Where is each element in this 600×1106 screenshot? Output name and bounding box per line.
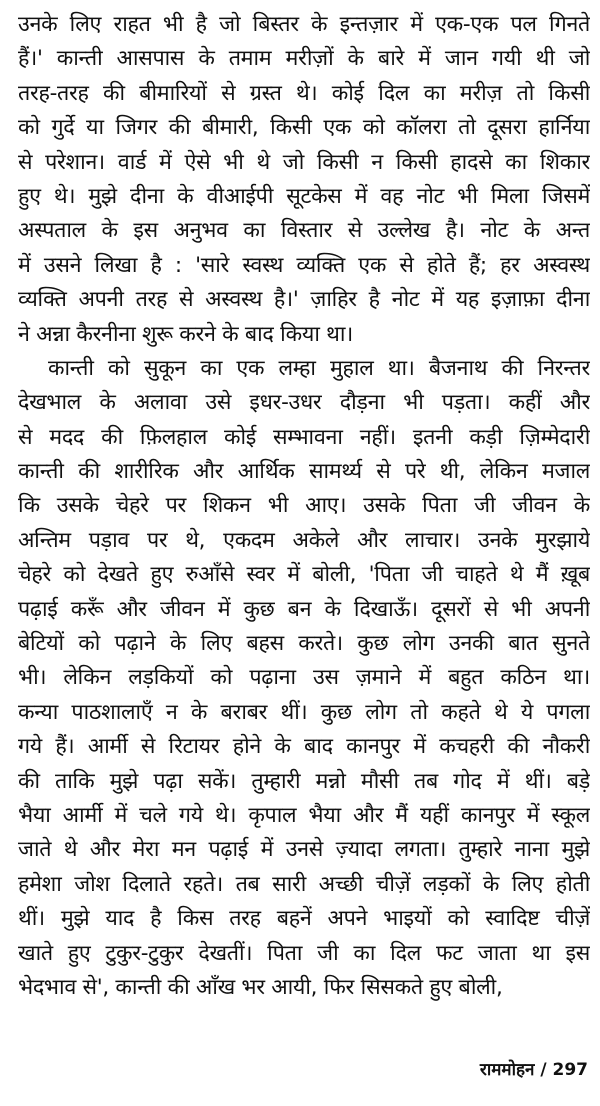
- text-line: भेदभाव से', कान्ती की आँख भर आयी, फिर सिसकते हुए बोली,: [18, 974, 503, 1000]
- text-line: से परेशान। वार्ड में ऐसे भी थे जो किसी न किसी हादसे का शिकार: [18, 149, 590, 175]
- paragraph: [18, 8, 590, 352]
- text-line: में उसने लिखा है : 'सारे स्वस्थ व्यक्ति एक से होते हैं; हर अस्वस्थ: [18, 252, 590, 278]
- text-line: थीं। मुझे याद है किस तरह बहनें अपने भाइयों को स्वादिष्ट चीज़ें: [18, 906, 590, 932]
- page-footer: राममोहन / 297: [479, 1060, 588, 1080]
- text-line: देखभाल के अलावा उसे इधर-उधर दौड़ना भी पड़ता। कहीं और: [18, 390, 590, 416]
- text-line: गये हैं। आर्मी से रिटायर होने के बाद कानपुर में कचहरी की नौकरी: [18, 734, 590, 760]
- page-body: [18, 8, 590, 1005]
- text-line: से मदद की फ़िलहाल कोई सम्भावना नहीं। इतनी कड़ी ज़िम्मेदारी: [18, 424, 590, 450]
- text-line: जाते थे और मेरा मन पढ़ाई में उनसे ज़्यादा लगता। तुम्हारे नाना मुझे: [18, 837, 590, 863]
- text-line: कन्या पाठशालाएँ न के बराबर थीं। कुछ लोग तो कहते थे ये पगला: [18, 699, 590, 725]
- text-line: कान्ती को सुकून का एक लम्हा मुहाल था। बैजनाथ की निरन्तर: [48, 355, 590, 381]
- text-line: पढ़ाई करूँ और जीवन में कुछ बन के दिखाऊँ। दूसरों से भी अपनी: [18, 596, 590, 622]
- text-line: ने अन्ना कैरनीना शुरू करने के बाद किया था।: [18, 321, 353, 347]
- text-line: हुए थे। मुझे दीना के वीआईपी सूटकेस में वह नोट भी मिला जिसमें: [18, 183, 590, 209]
- text-line: उनके लिए राहत भी है जो बिस्तर के इन्तज़ार में एक-एक पल गिनते: [18, 12, 590, 37]
- text-line: हैं।' कान्ती आसपास के तमाम मरीज़ों के बारे में जान गयी थी जो: [18, 46, 590, 72]
- text-line: खाते हुए टुकुर-टुकुर देखतीं। पिता जी का दिल फट जाता था इस: [18, 940, 590, 966]
- text-line: की ताकि मुझे पढ़ा सकें। तुम्हारी मन्नो मौसी तब गोद में थीं। बड़े: [18, 768, 590, 794]
- text-block: [18, 8, 590, 1005]
- text-line: तरह-तरह की बीमारियों से ग्रस्त थे। कोई दिल का मरीज़ तो किसी: [18, 80, 590, 106]
- text-line: कान्ती की शारीरिक और आर्थिक सामर्थ्य से परे थी, लेकिन मजाल: [18, 459, 590, 485]
- text-line: भी। लेकिन लड़कियों को पढ़ाना उस ज़माने में बहुत कठिन था।: [18, 665, 590, 691]
- paragraph: [18, 352, 590, 1005]
- text-line: चेहरे को देखते हुए रुआँसे स्वर में बोली, 'पिता जी चाहते थे मैं ख़ूब: [18, 562, 590, 588]
- text-line: बेटियों को पढ़ाने के लिए बहस करते। कुछ लोग उनकी बात सुनते: [18, 631, 590, 657]
- text-line: कि उसके चेहरे पर शिकन भी आए। उसके पिता जी जीवन के: [18, 493, 590, 519]
- text-line: भैया आर्मी में चले गये थे। कृपाल भैया और मैं यहीं कानपुर में स्कूल: [18, 802, 590, 828]
- text-line: व्यक्ति अपनी तरह से अस्वस्थ है।' ज़ाहिर है नोट में यह इज़ाफ़ा दीना: [18, 287, 590, 313]
- text-line: को गुर्दे या जिगर की बीमारी, किसी एक को कॉलरा तो दूसरा हार्निया: [18, 115, 590, 141]
- text-line: अस्पताल के इस अनुभव का विस्तार से उल्लेख है। नोट के अन्त: [18, 218, 590, 244]
- text-line: अन्तिम पड़ाव पर थे, एकदम अकेले और लाचार। उनके मुरझाये: [18, 527, 590, 553]
- text-line: हमेशा जोश दिलाते रहते। तब सारी अच्छी चीज़ें लड़कों के लिए होती: [18, 871, 590, 897]
